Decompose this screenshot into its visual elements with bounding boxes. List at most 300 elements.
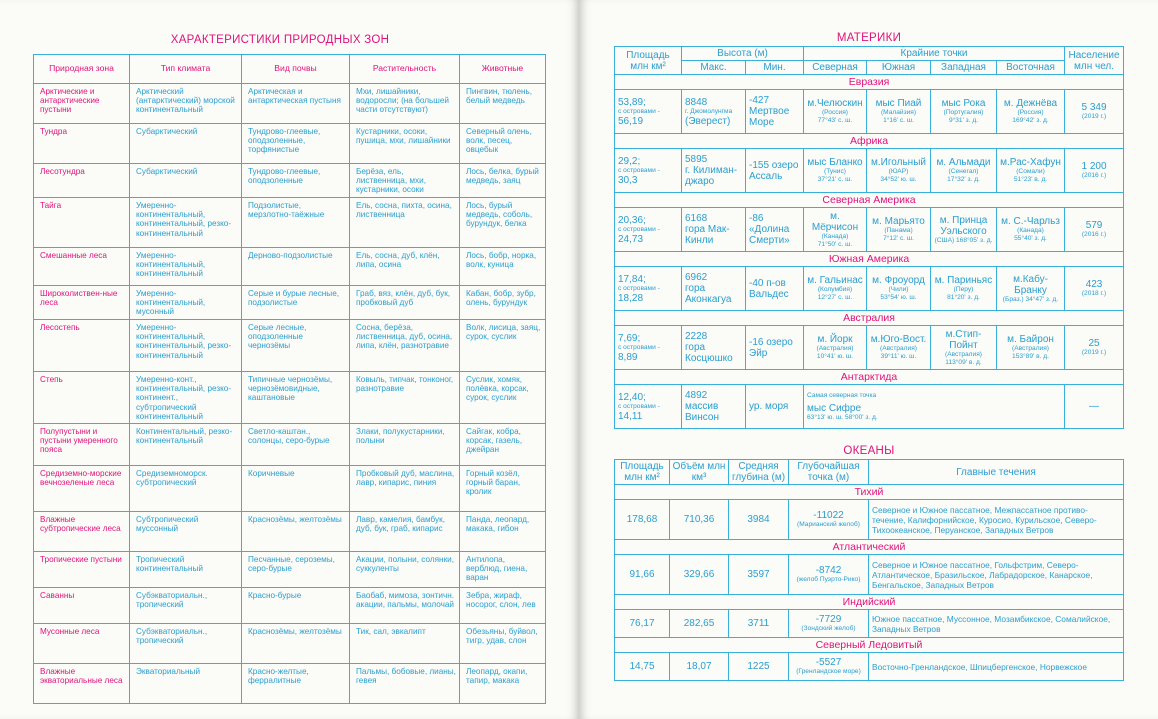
population-value: 25 bbox=[1088, 338, 1100, 349]
zone-animals-cell: Лось, бурый медведь, соболь, бурундук, белка bbox=[460, 198, 546, 248]
ocean-area-cell: 178,68 bbox=[615, 500, 670, 540]
zone-row bbox=[34, 424, 546, 466]
min-height: -86 «Долина Смерти» bbox=[749, 213, 790, 246]
population-value: 1 200 bbox=[1081, 161, 1107, 172]
extreme-north-country: (Канада) bbox=[821, 232, 849, 240]
zone-vegetation-cell: Берёза, ель, лиственница, мхи, кустарники, осоки bbox=[350, 164, 460, 198]
continent-area-cell bbox=[615, 326, 682, 370]
zone-climate-cell: Умеренно-континентальный, континентальный bbox=[130, 248, 242, 286]
area-value: 29,2; bbox=[618, 155, 641, 167]
continent-pop-cell bbox=[1065, 90, 1124, 134]
zone-soil-cell: Серые лесные, оподзоленные чернозёмы bbox=[242, 320, 350, 372]
extreme-south-coord: 1°16' с. ш. bbox=[883, 117, 914, 124]
extreme-west-coord: 9°31' з. д. bbox=[948, 117, 979, 124]
zones-header-zone: Природная зона bbox=[34, 55, 130, 84]
zone-vegetation-cell: Мхи, лишайники, водоросли; (на большей части отсутствуют) bbox=[350, 84, 460, 124]
extreme-west-country: (Португалия) bbox=[943, 109, 984, 116]
extreme-west-country: (Перу) bbox=[953, 286, 974, 293]
continent-section-row bbox=[615, 311, 1124, 326]
continent-section-row bbox=[615, 370, 1124, 385]
ocean-row bbox=[615, 500, 1124, 540]
continent-row bbox=[615, 208, 1124, 252]
continent-row bbox=[615, 149, 1124, 193]
area-note: с островами - bbox=[618, 402, 660, 410]
continent-section-row bbox=[615, 252, 1124, 267]
zone-vegetation-cell: Граб, вяз, клён, дуб, бук, пробковый дуб bbox=[350, 286, 460, 320]
extreme-north-cell bbox=[804, 326, 867, 370]
ocean-section-row bbox=[615, 638, 1124, 653]
zone-soil-cell: Краснозёмы, желтозёмы bbox=[242, 624, 350, 664]
area-value: 20,36; bbox=[618, 214, 646, 226]
deepest-place: (Гренландское море) bbox=[796, 668, 861, 675]
zone-zone-name-cell: Арктические и антарктические пустыни bbox=[34, 84, 130, 124]
extreme-east-name: м.Рас-Хафун bbox=[1000, 157, 1061, 168]
zone-vegetation-cell: Пробковый дуб, маслина, лавр, кипарис, пиния bbox=[350, 466, 460, 512]
deepest-place: (Зондский желоб) bbox=[801, 625, 856, 632]
continent-area-cell bbox=[615, 208, 682, 252]
extreme-east-name: м. С.-Чарльз bbox=[1001, 216, 1060, 227]
max-place: массив Винсон bbox=[685, 401, 719, 423]
continent-max-cell bbox=[682, 385, 746, 429]
extreme-note: Самая северная точка bbox=[807, 391, 877, 399]
zone-row bbox=[34, 164, 546, 198]
extreme-north-cell bbox=[804, 267, 867, 311]
extreme-south-country: (Малайзия) bbox=[880, 109, 917, 116]
zone-soil-cell: Дерново-подзолистые bbox=[242, 248, 350, 286]
extreme-north-name: мыс Сифре bbox=[807, 402, 861, 414]
continent-area-cell bbox=[615, 267, 682, 311]
continent-name: Антарктида bbox=[615, 370, 1124, 385]
continent-area-cell bbox=[615, 149, 682, 193]
ocean-volume-cell: 710,36 bbox=[670, 500, 729, 540]
zone-soil-cell: Светло-каштан., солонцы, серо-бурые bbox=[242, 424, 350, 466]
zone-zone-name-cell: Полупустыни и пустыни умеренного пояса bbox=[34, 424, 130, 466]
area-note: с островами - bbox=[618, 225, 660, 233]
ocean-row bbox=[615, 653, 1124, 681]
extreme-east-coord: 51°23' в. д. bbox=[1013, 176, 1048, 183]
continent-section-row bbox=[615, 193, 1124, 208]
zone-vegetation-cell: Ковыль, типчак, тонконог, разнотравие bbox=[350, 372, 460, 424]
extreme-north-coord: 10°41' ю. ш. bbox=[816, 353, 854, 360]
continent-pop-cell bbox=[1065, 208, 1124, 252]
ocean-area-cell: 14,75 bbox=[615, 653, 670, 681]
ocean-depth-cell: 1225 bbox=[729, 653, 789, 681]
area-note: с островами - bbox=[618, 343, 660, 351]
oc-header-currents: Главные течения bbox=[869, 460, 1124, 485]
extreme-north-coord: 77°43' с. ш. bbox=[817, 117, 853, 124]
extreme-north-country: (Тунис) bbox=[824, 168, 846, 175]
zone-animals-cell: Северный олень, волк, песец, овцебык bbox=[460, 124, 546, 164]
oc-header-deepest: Глубочайшая точка (м) bbox=[789, 460, 869, 485]
max-place: гора Мак-Кинли bbox=[685, 224, 730, 246]
extreme-west-name: мыс Рока bbox=[941, 98, 986, 109]
continent-section-row bbox=[615, 134, 1124, 149]
extreme-east-name: м. Байрон bbox=[1007, 334, 1054, 345]
zone-vegetation-cell: Сосна, берёза, лиственница, дуб, осина, липа, клён, разнотравие bbox=[350, 320, 460, 372]
zone-row bbox=[34, 552, 546, 588]
zone-vegetation-cell: Кустарники, осоки, пушица, мхи, лишайники bbox=[350, 124, 460, 164]
ocean-deepest-cell bbox=[789, 500, 869, 540]
cont-header-area: Площадь млн км² bbox=[615, 47, 682, 75]
zone-zone-name-cell: Смешанные леса bbox=[34, 248, 130, 286]
extreme-east-country: (Сомали) bbox=[1016, 168, 1045, 175]
max-place: гора Косцюшко bbox=[685, 342, 733, 364]
zone-zone-name-cell: Влажные экваториальные леса bbox=[34, 664, 130, 704]
zone-soil-cell: Подзолистые, мерзлотно-таёжные bbox=[242, 198, 350, 248]
extreme-south-name: м.Игольный bbox=[871, 157, 926, 168]
zones-header-climate: Тип климата bbox=[130, 55, 242, 84]
cont-header-west: Западная bbox=[931, 61, 997, 75]
min-height: -427 Мертвое Море bbox=[749, 95, 790, 128]
zone-animals-cell: Леопард, окапи, тапир, макака bbox=[460, 664, 546, 704]
extreme-south-cell bbox=[867, 267, 931, 311]
ocean-depth-cell: 3597 bbox=[729, 555, 789, 595]
max-place: (Эверест) bbox=[685, 115, 731, 127]
continent-pop-cell bbox=[1065, 385, 1124, 429]
extreme-south-name: мыс Пиай bbox=[875, 98, 922, 109]
continent-min-cell bbox=[746, 267, 804, 311]
extreme-east-cell bbox=[997, 149, 1065, 193]
extreme-south-coord: 7°12' с. ш. bbox=[883, 235, 914, 242]
ocean-currents-cell: Северное и Южное пассатное, Межпассатное противо-течение, Калифорнийское, Куросио, Курильское, Северо-Тихоокеанское, Перуанское, Западных Ветров bbox=[869, 500, 1124, 540]
ocean-deepest-cell bbox=[789, 610, 869, 638]
population-year: (2016 г.) bbox=[1081, 172, 1107, 179]
extreme-north-country: (Колумбия) bbox=[817, 286, 853, 293]
oc-header-volume: Объём млн км³ bbox=[670, 460, 729, 485]
deepest-value: -5527 bbox=[815, 657, 842, 668]
extreme-south-name: м. Фроуорд bbox=[872, 275, 925, 286]
zone-row bbox=[34, 624, 546, 664]
area-with-islands: 24,73 bbox=[618, 233, 644, 245]
ocean-name: Тихий bbox=[615, 485, 1124, 500]
extreme-east-name: м.Кабу-Бранку bbox=[1013, 273, 1048, 296]
continent-max-cell bbox=[682, 90, 746, 134]
extreme-west-name: м. Принца Уэльского bbox=[939, 214, 988, 237]
extreme-east-country: (Россия) bbox=[1017, 109, 1044, 116]
zone-vegetation-cell: Акации, полыни, солянки, суккуленты bbox=[350, 552, 460, 588]
continents-table bbox=[614, 46, 1124, 429]
zone-soil-cell: Коричневые bbox=[242, 466, 350, 512]
population-value: 579 bbox=[1085, 220, 1103, 231]
ocean-currents-cell: Северное и Южное пассатное, Гольфстрим, Северо-Атлантическое, Бразильское, Лабрадорское, Канарское, Бенгальское, Западных Ветров bbox=[869, 555, 1124, 595]
zones-title: ХАРАКТЕРИСТИКИ ПРИРОДНЫХ ЗОН bbox=[170, 34, 390, 46]
continent-max-cell bbox=[682, 149, 746, 193]
deepest-place: (Марианский желоб) bbox=[797, 521, 860, 528]
extreme-east-country: (Австралия) bbox=[1012, 345, 1049, 352]
area-value: 17,84; bbox=[618, 273, 646, 285]
zone-animals-cell: Панда, леопард, макака, гибон bbox=[460, 512, 546, 552]
continent-row bbox=[615, 385, 1124, 429]
zone-row bbox=[34, 124, 546, 164]
continent-pop-cell bbox=[1065, 149, 1124, 193]
min-height: ур. моря bbox=[749, 401, 789, 412]
zone-vegetation-cell: Ель, сосна, пихта, осина, лиственница bbox=[350, 198, 460, 248]
max-height: 4892 bbox=[685, 390, 708, 401]
zone-zone-name-cell: Тайга bbox=[34, 198, 130, 248]
ocean-volume-cell: 329,66 bbox=[670, 555, 729, 595]
continent-row bbox=[615, 267, 1124, 311]
extreme-east-cell bbox=[997, 267, 1065, 311]
extreme-south-coord: 53°54' ю. ш. bbox=[880, 294, 917, 301]
zone-soil-cell: Тундрово-глеевые, оподзоленные, торфянистые bbox=[242, 124, 350, 164]
continent-name: Австралия bbox=[615, 311, 1124, 326]
cont-header-south: Южная bbox=[867, 61, 931, 75]
zone-animals-cell: Кабан, бобр, зубр, олень, бурундук bbox=[460, 286, 546, 320]
cont-header-north: Северная bbox=[804, 61, 867, 75]
extreme-west-country: (Австралия) bbox=[945, 350, 982, 358]
ocean-depth-cell: 3711 bbox=[729, 610, 789, 638]
area-note: с островами - bbox=[618, 166, 660, 174]
zone-animals-cell: Антилопа, верблюд, гиена, варан bbox=[460, 552, 546, 588]
extreme-north-cell bbox=[804, 385, 1065, 429]
zone-animals-cell: Сайгак, кобра, корсак, газель, джейран bbox=[460, 424, 546, 466]
extreme-east-cell bbox=[997, 90, 1065, 134]
zone-animals-cell: Пингвин, тюлень, белый медведь bbox=[460, 84, 546, 124]
zone-animals-cell: Зебра, жираф, носорог, слон, лев bbox=[460, 588, 546, 624]
extreme-south-country: (Чили) bbox=[888, 286, 909, 293]
zone-row bbox=[34, 372, 546, 424]
continent-max-cell bbox=[682, 208, 746, 252]
extreme-south-cell bbox=[867, 326, 931, 370]
ocean-deepest-cell bbox=[789, 555, 869, 595]
extreme-south-cell bbox=[867, 90, 931, 134]
zone-row bbox=[34, 664, 546, 704]
extreme-north-name: м.Челюскин bbox=[807, 98, 863, 109]
area-with-islands: 14,11 bbox=[618, 410, 643, 422]
oceans-table bbox=[614, 459, 1124, 681]
continent-min-cell bbox=[746, 208, 804, 252]
zone-soil-cell: Красно-желтые, ферралитные bbox=[242, 664, 350, 704]
area-with-islands: 8,89 bbox=[618, 351, 638, 363]
zone-climate-cell: Тропический континентальный bbox=[130, 552, 242, 588]
continent-max-cell bbox=[682, 267, 746, 311]
zone-climate-cell: Умеренно-конт., континентальный, резко-континент., субтропический континентальный bbox=[130, 372, 242, 424]
zone-climate-cell: Субэкваториальн., тропический bbox=[130, 588, 242, 624]
extreme-north-coord: 71°50' с. ш. bbox=[817, 240, 853, 248]
zone-zone-name-cell: Тундра bbox=[34, 124, 130, 164]
extreme-west-cell bbox=[931, 326, 997, 370]
zone-zone-name-cell: Саванны bbox=[34, 588, 130, 624]
continent-name: Северная Америка bbox=[615, 193, 1124, 208]
cont-header-population: Население млн чел. bbox=[1065, 47, 1124, 75]
zone-soil-cell: Тундрово-глеевые, оподзоленные bbox=[242, 164, 350, 198]
extreme-north-name: м. Мёрчисон bbox=[811, 210, 859, 233]
extreme-north-name: мыс Бланко bbox=[807, 157, 863, 168]
extreme-east-coord: 153°89' в. д. bbox=[1012, 353, 1049, 360]
zone-row bbox=[34, 248, 546, 286]
extreme-south-coord: 39°11' ю. ш. bbox=[880, 353, 917, 360]
area-note: с островами - bbox=[618, 107, 660, 115]
zone-soil-cell: Краснозёмы, желтозёмы bbox=[242, 512, 350, 552]
zone-climate-cell: Субэкваториальн., тропический bbox=[130, 624, 242, 664]
extreme-west-coord: 113°09' в. д. bbox=[945, 358, 982, 366]
ocean-section-row bbox=[615, 540, 1124, 555]
zone-soil-cell: Типичные чернозёмы, чернозёмовидные, каштановые bbox=[242, 372, 350, 424]
extreme-north-coord: 37°21' с. ш. bbox=[817, 176, 853, 183]
zone-zone-name-cell: Мусонные леса bbox=[34, 624, 130, 664]
extreme-south-cell bbox=[867, 208, 931, 252]
ocean-currents-cell: Восточно-Гренландское, Шпицбергенское, Норвежское bbox=[869, 653, 1124, 681]
area-with-islands: 18,28 bbox=[618, 292, 644, 304]
ocean-volume-cell: 282,65 bbox=[670, 610, 729, 638]
cont-header-east: Восточная bbox=[997, 61, 1065, 75]
zones-header-row bbox=[34, 55, 546, 84]
zone-row bbox=[34, 198, 546, 248]
zone-zone-name-cell: Лесостепь bbox=[34, 320, 130, 372]
ocean-section-row bbox=[615, 595, 1124, 610]
extreme-north-cell bbox=[804, 149, 867, 193]
max-note: г. Джомолунгма bbox=[685, 107, 733, 115]
zone-row bbox=[34, 286, 546, 320]
zone-animals-cell: Обезьяны, буйвол, тигр, удав, слон bbox=[460, 624, 546, 664]
zone-climate-cell: Экваториальный bbox=[130, 664, 242, 704]
continent-max-cell bbox=[682, 326, 746, 370]
max-height: 6168 bbox=[685, 213, 708, 224]
extreme-south-coord: 34°52' ю. ш. bbox=[880, 176, 917, 183]
continent-min-cell bbox=[746, 326, 804, 370]
zones-header-soil: Вид почвы bbox=[242, 55, 350, 84]
max-height: 5895 bbox=[685, 154, 708, 165]
ocean-currents-cell: Южное пассатное, Муссонное, Мозамбикское, Сомалийское, Западных Ветров bbox=[869, 610, 1124, 638]
extreme-north-name: м. Йорк bbox=[817, 334, 853, 345]
max-place: гора Аконкагуа bbox=[685, 283, 732, 305]
ocean-area-cell: 91,66 bbox=[615, 555, 670, 595]
extreme-east-country: (Канада) bbox=[1017, 227, 1044, 234]
ocean-section-row bbox=[615, 485, 1124, 500]
max-height: 2228 bbox=[685, 331, 708, 342]
extreme-north-country: (Австралия) bbox=[816, 345, 854, 352]
continent-row bbox=[615, 90, 1124, 134]
population-year: (2019 г.) bbox=[1081, 349, 1107, 356]
cont-header-min: Мин. bbox=[746, 61, 804, 75]
deepest-value: -11022 bbox=[813, 510, 844, 521]
ocean-row bbox=[615, 610, 1124, 638]
zone-animals-cell: Лось, белка, бурый медведь, заяц bbox=[460, 164, 546, 198]
extreme-south-cell bbox=[867, 149, 931, 193]
continents-title: МАТЕРИКИ bbox=[836, 32, 902, 44]
extreme-east-cell bbox=[997, 208, 1065, 252]
ocean-name: Атлантический bbox=[615, 540, 1124, 555]
zone-zone-name-cell: Влажные субтропические леса bbox=[34, 512, 130, 552]
extreme-south-country: (ЮАР) bbox=[888, 168, 909, 175]
zone-climate-cell: Субтропический муссонный bbox=[130, 512, 242, 552]
extreme-east-name: м. Дежнёва bbox=[1003, 98, 1058, 109]
ocean-name: Северный Ледовитый bbox=[615, 638, 1124, 653]
extreme-west-name: м. Париньяс bbox=[934, 275, 993, 286]
zone-soil-cell: Серые и бурые лесные, подзолистые bbox=[242, 286, 350, 320]
min-height: -16 озеро Эйр bbox=[749, 336, 793, 359]
zone-climate-cell: Арктический (антарктический) морской континентальный bbox=[130, 84, 242, 124]
zone-climate-cell: Континентальный, резко-континентальный bbox=[130, 424, 242, 466]
extreme-north-cell bbox=[804, 90, 867, 134]
deepest-value: -7729 bbox=[815, 614, 842, 625]
area-with-islands: 30,3 bbox=[618, 174, 638, 186]
extreme-west-country: (США) 168°05' з. д. bbox=[934, 236, 993, 244]
continent-area-cell bbox=[615, 90, 682, 134]
oceans-title: ОКЕАНЫ bbox=[843, 445, 895, 457]
zone-row bbox=[34, 320, 546, 372]
area-note: с островами - bbox=[618, 284, 660, 292]
zone-vegetation-cell: Баобаб, мимоза, зонтичн. акации, пальмы, молочай bbox=[350, 588, 460, 624]
extreme-west-name: м. Альмади bbox=[936, 157, 991, 168]
cont-header-height: Высота (м) bbox=[682, 47, 804, 61]
zone-zone-name-cell: Тропические пустыни bbox=[34, 552, 130, 588]
zone-climate-cell: Средиземноморск. субтропический bbox=[130, 466, 242, 512]
ocean-depth-cell: 3984 bbox=[729, 500, 789, 540]
zone-climate-cell: Умеренно-континентальный, мусонный bbox=[130, 286, 242, 320]
extreme-north-country: (Россия) bbox=[821, 109, 848, 116]
population-year: (2016 г.) bbox=[1081, 231, 1107, 238]
ocean-volume-cell: 18,07 bbox=[670, 653, 729, 681]
continent-section-row bbox=[615, 75, 1124, 90]
area-value: 53,89; bbox=[618, 96, 646, 108]
continent-row bbox=[615, 326, 1124, 370]
area-value: 7,69; bbox=[618, 332, 641, 344]
extreme-west-coord: 81°20' з. д. bbox=[947, 294, 980, 301]
extreme-west-cell bbox=[931, 90, 997, 134]
ocean-row bbox=[615, 555, 1124, 595]
continent-name: Южная Америка bbox=[615, 252, 1124, 267]
zone-vegetation-cell: Пальмы, бобовые, лианы, гевея bbox=[350, 664, 460, 704]
min-height: -155 озеро Ассаль bbox=[749, 159, 799, 182]
zone-vegetation-cell: Ель, сосна, дуб, клён, липа, осина bbox=[350, 248, 460, 286]
zone-animals-cell: Суслик, хомяк, полёвка, корсак, сурок, суслик bbox=[460, 372, 546, 424]
zone-vegetation-cell: Злаки, полукустарники, полыни bbox=[350, 424, 460, 466]
zone-zone-name-cell: Средиземно-морские вечнозеленые леса bbox=[34, 466, 130, 512]
oc-header-depth: Средняя глубина (м) bbox=[729, 460, 789, 485]
zone-climate-cell: Умеренно-континентальный, континентальный, резко-континентальный bbox=[130, 320, 242, 372]
cont-header-extreme: Крайние точки bbox=[804, 47, 1065, 61]
continent-name: Африка bbox=[615, 134, 1124, 149]
zones-header-vegetation: Растительность bbox=[350, 55, 460, 84]
extreme-north-name: м. Гальинас bbox=[807, 275, 863, 286]
extreme-east-country: (Браз.) 34°47' з. д. bbox=[1002, 295, 1059, 303]
zone-climate-cell: Умеренно-континентальный, континентальный, резко-континентальный bbox=[130, 198, 242, 248]
zone-animals-cell: Горный козёл, горный баран, кролик bbox=[460, 466, 546, 512]
max-place: г. Килиман-джаро bbox=[685, 165, 738, 187]
zone-zone-name-cell: Лесотундра bbox=[34, 164, 130, 198]
extreme-west-cell bbox=[931, 149, 997, 193]
extreme-west-coord: 17°32' з. д. bbox=[947, 176, 980, 183]
continent-name: Евразия bbox=[615, 75, 1124, 90]
extreme-north-coord: 12°27' с. ш. bbox=[817, 294, 853, 301]
population-value: 5 349 bbox=[1081, 102, 1107, 113]
zone-row bbox=[34, 84, 546, 124]
extreme-east-coord: 55°40' з. д. bbox=[1014, 235, 1047, 242]
continent-min-cell bbox=[746, 149, 804, 193]
zone-soil-cell: Арктическая и антарктическая пустыня bbox=[242, 84, 350, 124]
extreme-south-name: м. Марьято bbox=[872, 216, 925, 227]
zone-row bbox=[34, 512, 546, 552]
population-year: (2018 г.) bbox=[1081, 290, 1107, 297]
oc-header-area: Площадь млн км² bbox=[615, 460, 670, 485]
continent-min-cell bbox=[746, 90, 804, 134]
max-height: 8848 bbox=[685, 96, 708, 108]
continent-pop-cell bbox=[1065, 267, 1124, 311]
extreme-west-cell bbox=[931, 208, 997, 252]
zone-row bbox=[34, 588, 546, 624]
max-height: 6962 bbox=[685, 272, 708, 283]
continent-pop-cell bbox=[1065, 326, 1124, 370]
extreme-west-country: (Сенегал) bbox=[948, 168, 979, 175]
zone-zone-name-cell: Степь bbox=[34, 372, 130, 424]
zone-climate-cell: Субарктический bbox=[130, 164, 242, 198]
extreme-south-name: м.Юго-Вост. bbox=[870, 334, 927, 345]
deepest-place: (желоб Пуэрто-Рико) bbox=[796, 576, 861, 583]
population-year: (2019 г.) bbox=[1081, 113, 1107, 120]
zone-climate-cell: Субарктический bbox=[130, 124, 242, 164]
zone-vegetation-cell: Лавр, камелия, бамбук, дуб, бук, граб, кипарис bbox=[350, 512, 460, 552]
